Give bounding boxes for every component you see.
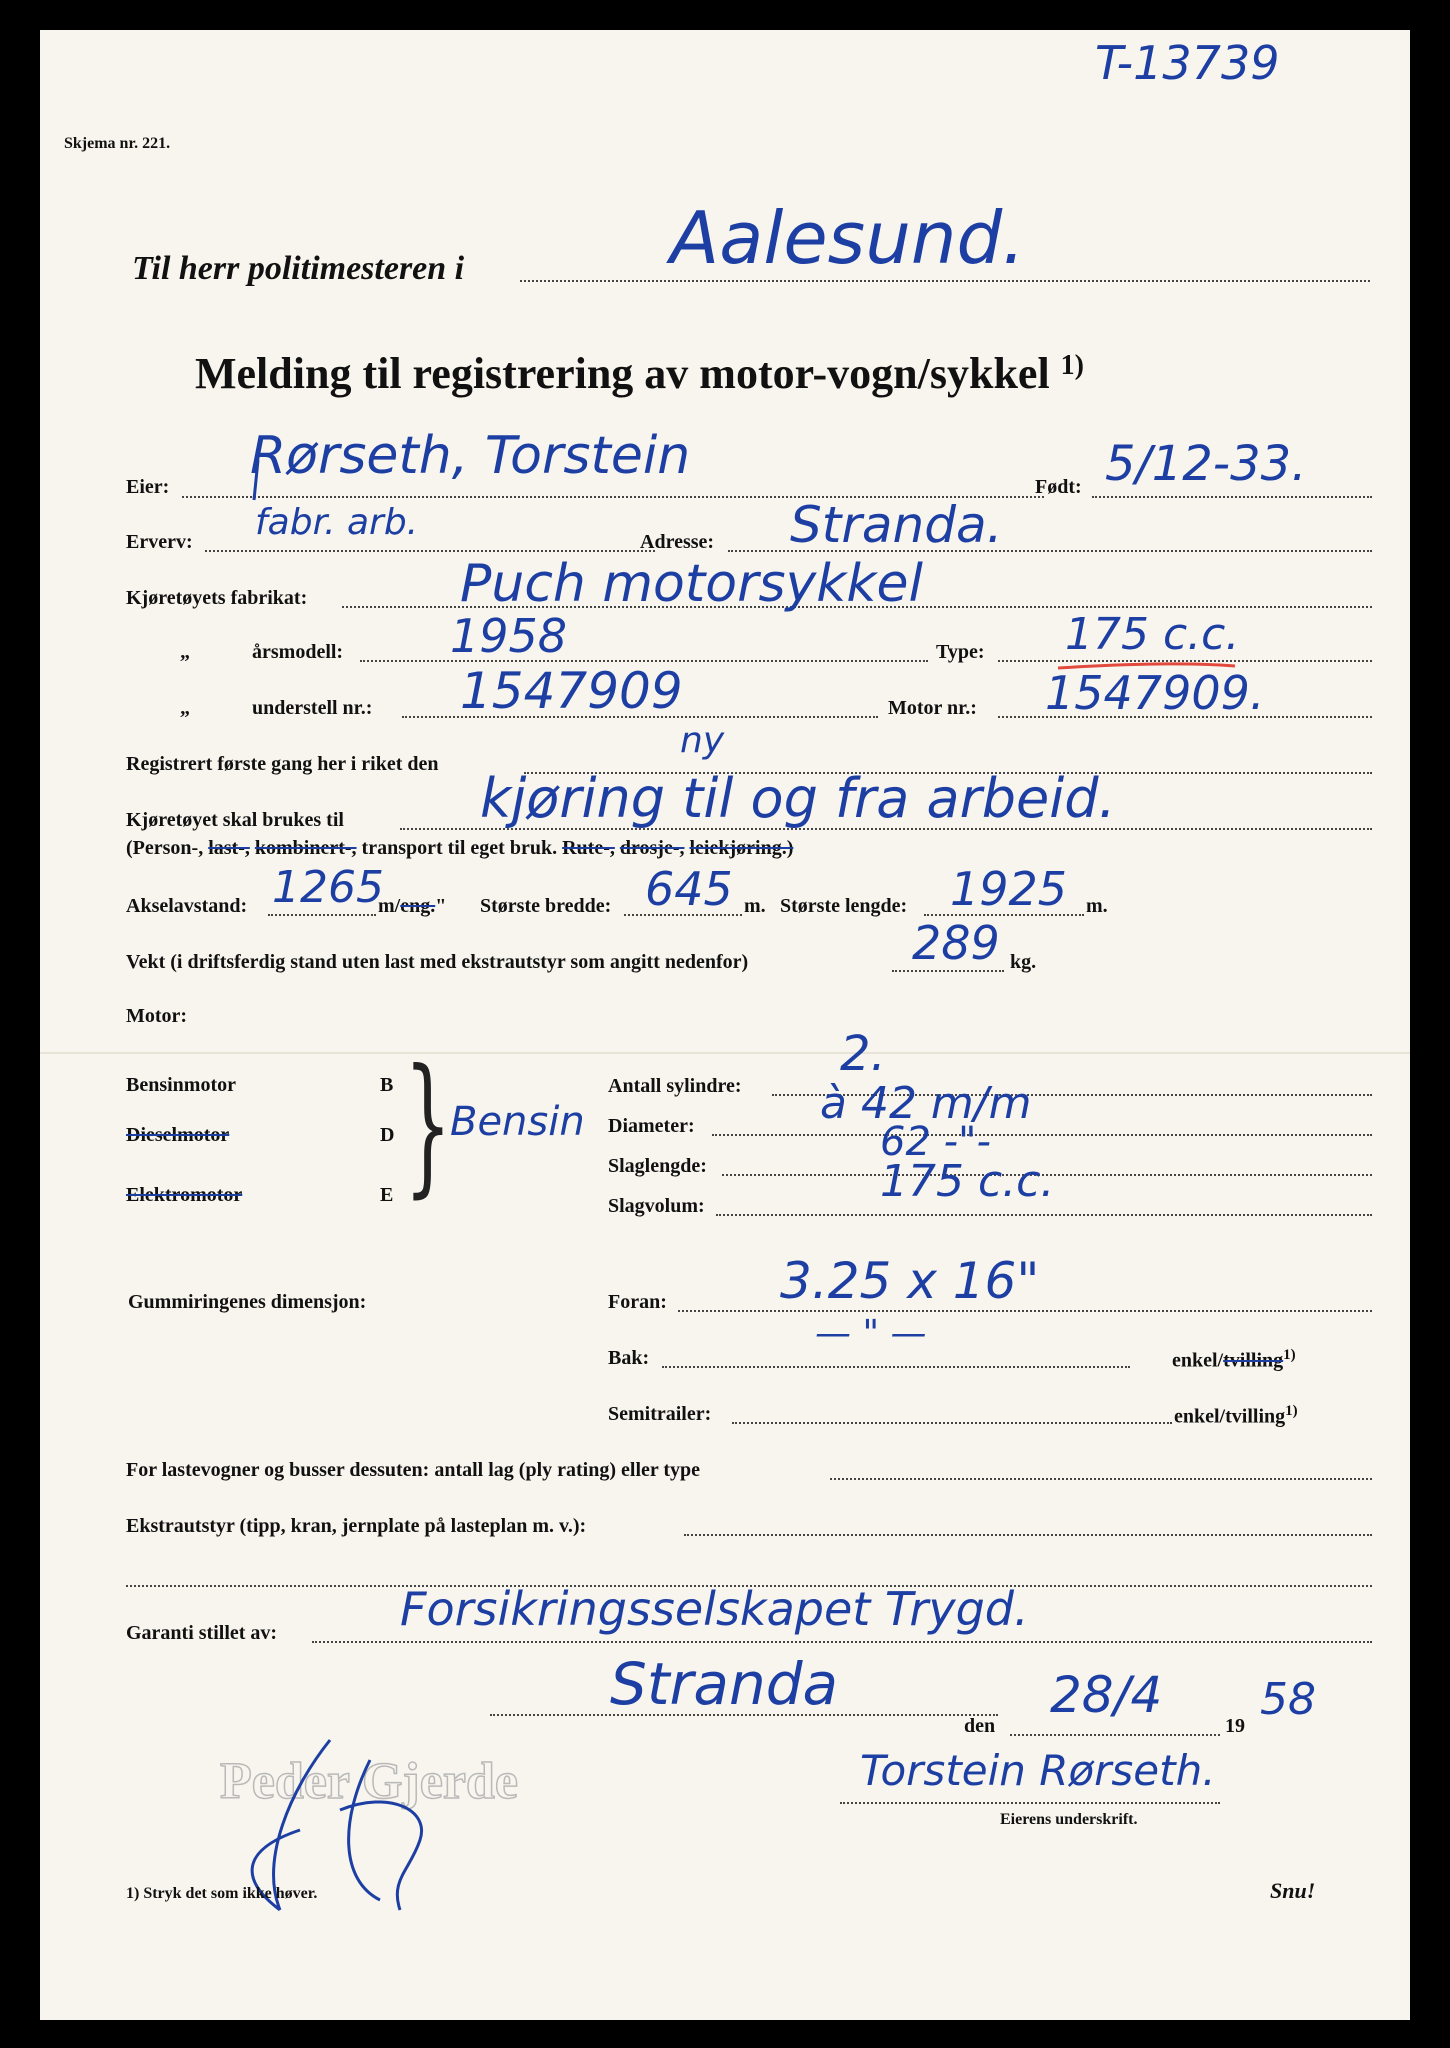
form-number: Skjema nr. 221. bbox=[64, 135, 171, 152]
motor-brace: } bbox=[404, 1038, 452, 1212]
bredde-label: Største bredde: bbox=[480, 895, 612, 917]
motor-label: Motor: bbox=[126, 1005, 188, 1027]
tires-label: Gummiringenes dimensjon: bbox=[128, 1291, 367, 1313]
lengde-unit: m. bbox=[1086, 895, 1108, 917]
aksel-label: Akselavstand: bbox=[126, 895, 248, 917]
den-label: den bbox=[964, 1715, 996, 1737]
aksel-unit: m/eng." bbox=[378, 895, 447, 917]
owner-signature: Torstein Rørseth. bbox=[860, 1746, 1216, 1795]
erverv-value: fabr. arb. bbox=[255, 502, 419, 543]
bredde-unit: m. bbox=[744, 895, 766, 917]
eier-slash bbox=[254, 460, 258, 500]
year-prefix: 19 bbox=[1225, 1715, 1245, 1737]
usage-options: (Person-, last-, kombinert-, transport til eget bruk. Rute-, drosje-, leiekjøring.) bbox=[126, 837, 794, 859]
signature-date: 28/4 bbox=[1050, 1666, 1163, 1724]
ekstrautstyr-label: Ekstrautstyr (tipp, kran, jernplate på lasteplan m. v.): bbox=[126, 1515, 587, 1537]
sylindre-label: Antall sylindre: bbox=[608, 1075, 742, 1097]
form-page bbox=[40, 30, 1410, 2020]
first-reg-label: Registrert første gang her i riket den bbox=[126, 753, 439, 775]
lengde-value: 1925 bbox=[950, 862, 1068, 916]
slagvolum-value: 175 c.c. bbox=[880, 1156, 1055, 1207]
semitrailer-enkel-tvilling: enkel/tvilling$^{1)}$ bbox=[1174, 1403, 1298, 1428]
name-stamp: Peder Gjerde bbox=[220, 1753, 518, 1810]
motor-type-elektro: Elektromotor bbox=[126, 1184, 243, 1206]
usage-value: kjøring til og fra arbeid. bbox=[480, 767, 1116, 830]
ditto-mark-1: „ bbox=[180, 641, 190, 663]
understell-label: understell nr.: bbox=[252, 697, 373, 719]
understell-value: 1547909 bbox=[460, 662, 683, 720]
motor-code-e: E bbox=[380, 1184, 394, 1206]
adresse-label: Adresse: bbox=[640, 531, 715, 553]
first-reg-value: ny bbox=[680, 720, 725, 761]
motor-nr-value: 1547909. bbox=[1045, 666, 1265, 720]
motor-nr-label: Motor nr.: bbox=[888, 697, 977, 719]
guarantee-value: Forsikringsselskapet Trygd. bbox=[400, 1582, 1029, 1636]
vekt-unit: kg. bbox=[1010, 951, 1037, 973]
arsmodell-label: årsmodell: bbox=[252, 641, 344, 663]
reference-number: T-13739 bbox=[1095, 36, 1280, 90]
year-suffix: 58 bbox=[1260, 1674, 1316, 1725]
type-label: Type: bbox=[936, 641, 985, 663]
lengde-label: Største lengde: bbox=[780, 895, 908, 917]
fabrikat-label: Kjøretøyets fabrikat: bbox=[126, 587, 308, 609]
slaglengde-label: Slaglengde: bbox=[608, 1155, 707, 1177]
semitrailer-label: Semitrailer: bbox=[608, 1403, 712, 1425]
owner-signature-label: Eierens underskrift. bbox=[1000, 1811, 1138, 1828]
addressee-label: Til herr politimesteren i bbox=[132, 250, 465, 287]
fabrikat-value: Puch motorsykkel bbox=[460, 554, 923, 614]
motor-code-b: B bbox=[380, 1074, 394, 1096]
signature-place: Stranda bbox=[610, 1650, 839, 1718]
fodt-value: 5/12-33. bbox=[1105, 436, 1307, 492]
erverv-label: Erverv: bbox=[126, 531, 193, 553]
fodt-label: Født: bbox=[1035, 476, 1082, 498]
usage-label: Kjøretøyet skal brukes til bbox=[126, 809, 344, 831]
bak-label: Bak: bbox=[608, 1347, 650, 1369]
diameter-value: à 42 m/m bbox=[820, 1078, 1032, 1129]
form-title: Melding til registrering av motor-vogn/sykkel $^{1)}$ bbox=[195, 349, 1084, 398]
lastevogner-label: For lastevogner og busser dessuten: antall lag (ply rating) eller type bbox=[126, 1459, 701, 1481]
type-underline bbox=[1058, 664, 1235, 668]
aksel-value: 1265 bbox=[272, 862, 384, 913]
eier-label: Eier: bbox=[126, 476, 170, 498]
addressee-value: Aalesund. bbox=[670, 196, 1026, 280]
handwritten-marks bbox=[40, 30, 1410, 2020]
slaglengde-value: 62 -"- bbox=[880, 1119, 991, 1165]
foran-value: 3.25 x 16" bbox=[780, 1252, 1040, 1310]
bredde-value: 645 bbox=[645, 862, 733, 916]
fuel-handwritten: Bensin bbox=[450, 1099, 585, 1145]
eier-value: Rørseth, Torstein bbox=[250, 426, 691, 486]
footnote: 1) Stryk det som ikke høver. bbox=[126, 1885, 318, 1902]
arsmodell-value: 1958 bbox=[450, 609, 568, 663]
diameter-label: Diameter: bbox=[608, 1115, 695, 1137]
motor-type-diesel: Dieselmotor bbox=[126, 1124, 230, 1146]
bak-value: — " — bbox=[815, 1313, 927, 1354]
vekt-value: 289 bbox=[912, 916, 1000, 970]
bak-enkel-tvilling: enkel/tvilling$^{1)}$ bbox=[1172, 1347, 1296, 1372]
motor-type-bensin: Bensinmotor bbox=[126, 1074, 236, 1096]
foran-label: Foran: bbox=[608, 1291, 667, 1313]
slagvolum-label: Slagvolum: bbox=[608, 1195, 705, 1217]
sylindre-value: 2. bbox=[840, 1026, 886, 1082]
guarantee-label: Garanti stillet av: bbox=[126, 1622, 278, 1644]
type-value: 175 c.c. bbox=[1065, 609, 1240, 660]
vekt-label: Vekt (i driftsferdig stand uten last med ekstrautstyr som angitt nedenfor) bbox=[126, 951, 749, 973]
adresse-value: Stranda. bbox=[790, 496, 1003, 554]
motor-code-d: D bbox=[380, 1124, 395, 1146]
ditto-mark-2: „ bbox=[180, 697, 190, 719]
turn-over: Snu! bbox=[1270, 1878, 1316, 1903]
